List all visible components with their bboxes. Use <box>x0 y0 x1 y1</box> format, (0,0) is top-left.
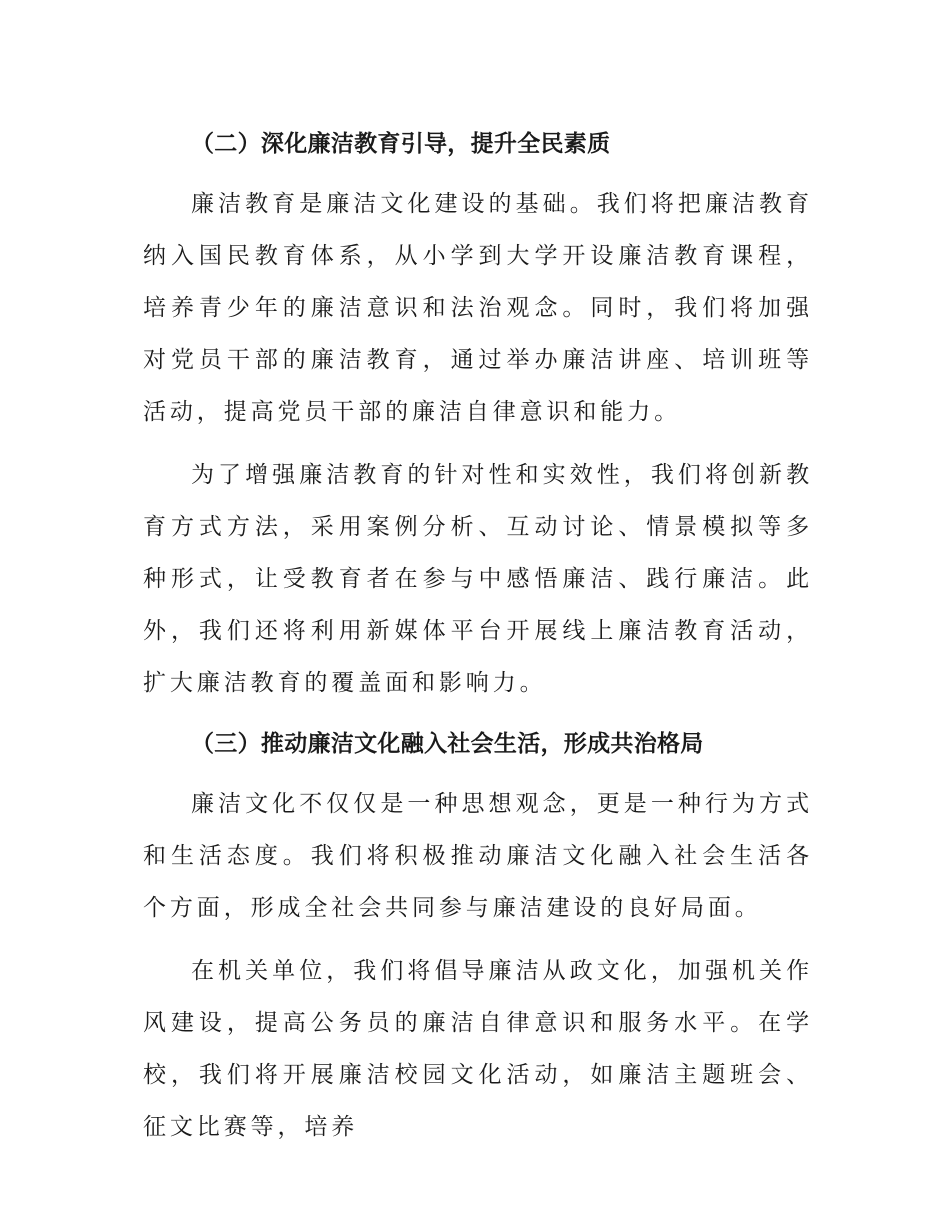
paragraph: 为了增强廉洁教育的针对性和实效性，我们将创新教育方式方法，采用案例分析、互动讨论、情景模拟等多种形式，让受教育者在参与中感悟廉洁、践行廉洁。此外，我们还将利用新媒体平台开展线上廉洁教育活动，扩大廉洁教育的覆盖面和影响力。 <box>143 462 813 696</box>
paragraph: 廉洁文化不仅仅是一种思想观念，更是一种行为方式和生活态度。我们将积极推动廉洁文化融入社会生活各个方面，形成全社会共同参与廉洁建设的良好局面。 <box>143 791 813 921</box>
document-body <box>143 120 813 1153</box>
paragraph: 在机关单位，我们将倡导廉洁从政文化，加强机关作风建设，提高公务员的廉洁自律意识和服务水平。在学校，我们将开展廉洁校园文化活动，如廉洁主题班会、征文比赛等，培养 <box>143 958 813 1140</box>
section-heading-2: （二）深化廉洁教育引导，提升全民素质 <box>191 131 611 157</box>
section-heading-3: （三）推动廉洁文化融入社会生活，形成共治格局 <box>191 731 704 757</box>
paragraph: 廉洁教育是廉洁文化建设的基础。我们将把廉洁教育纳入国民教育体系，从小学到大学开设廉洁教育课程，培养青少年的廉洁意识和法治观念。同时，我们将加强对党员干部的廉洁教育，通过举办廉洁讲座、培训班等活动，提高党员干部的廉洁自律意识和能力。 <box>143 191 813 425</box>
